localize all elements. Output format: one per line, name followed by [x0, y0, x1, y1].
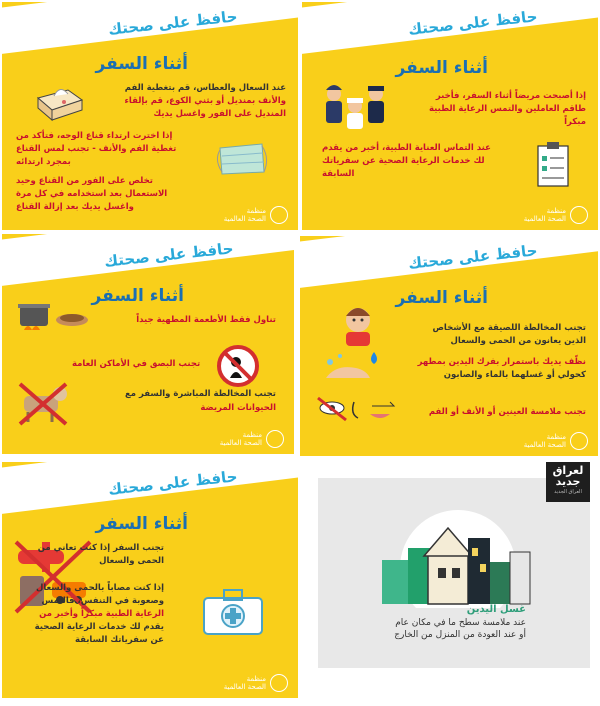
fever-line-3: الرعاية الطبية مبكراً وأخبر من	[39, 609, 164, 619]
panel-title: حافظ على صحتك	[107, 7, 239, 39]
who-logo: منظمة الصحة العالمية	[524, 206, 588, 224]
who-emblem-icon	[270, 206, 288, 224]
airline-crew-icon	[320, 82, 396, 134]
dispose-line-1: تخلص على الفور من القناع وحيد	[16, 176, 153, 186]
who-emblem-icon	[570, 432, 588, 450]
first-aid-kit-icon	[200, 586, 266, 640]
animals-line-2: الحيوانات المريضة	[200, 403, 276, 413]
panel-subtitle: أثناء السفر	[91, 286, 184, 306]
caption-title: غسل اليدين	[466, 604, 526, 615]
hand-washing-card	[318, 478, 590, 668]
who-logo: منظمة الصحة العالمية	[220, 430, 284, 448]
who-logo: منظمة الصحة العالمية	[224, 206, 288, 224]
cough-line-1: عند السعال والعطاس، قم بتغطية الفم	[124, 83, 286, 93]
fever-line-4: يقدم لك خدمات الرعاية الصحية	[34, 622, 164, 632]
panel-subtitle: أثناء السفر	[95, 54, 188, 74]
sick-line-2: طاقم العاملين والتمس الرعاية الطبية	[428, 104, 586, 114]
mask-line-2: تغطية الفم والأنف - تجنب لمس القناع	[16, 144, 177, 154]
clean-hands-line-1: نظّف يديك باستمرار بفرك اليدين بمطهر	[417, 357, 586, 367]
fever-line-2: وصعوبة في التنفس، فالتمس	[41, 596, 164, 606]
panel-title: حافظ على صحتك	[107, 467, 239, 499]
animals-line-1: تجنب المخالطة المباشرة والسفر مع	[124, 389, 276, 399]
tissue-box-icon	[32, 82, 84, 126]
dispose-line-2: الاستعمال بعد استخدامه في كل مرة	[16, 189, 168, 199]
hand-washing-icon	[320, 348, 384, 392]
who-logo: منظمة الصحة العالمية	[224, 674, 288, 692]
history-line-3: السابقة	[322, 169, 355, 179]
no-spitting-icon	[216, 344, 260, 392]
eye-nose-mouth-icon	[314, 396, 398, 434]
sick-line-3: مبكراً	[564, 117, 586, 127]
who-emblem-icon	[270, 674, 288, 692]
city-illustration	[368, 508, 538, 612]
touch-face-line: تجنب ملامسة العينين أو الأنف أو الفم	[428, 407, 586, 417]
avoid-travel-line-1: تجنب السفر إذا كنت تعاني من	[37, 543, 164, 553]
infographic-panel-cough-mask	[0, 0, 300, 232]
contact-line-1: تجنب المخالطة اللصيقة مع الأشخاص	[432, 323, 586, 333]
infographic-panel-food-spitting	[0, 232, 296, 456]
panel-subtitle: أثناء السفر	[395, 58, 488, 78]
infographic-panel-hygiene	[298, 234, 600, 458]
spit-line: تجنب البصق في الأماكن العامة	[72, 359, 201, 369]
infographic-panel-seek-care	[300, 0, 600, 232]
panel-title: حافظ على صحتك	[407, 7, 539, 39]
cough-line-2: والأنف بمنديل أو بثني الكوع، قم بإلقاء	[124, 96, 286, 106]
history-line-1: عند التماس العناية الطبية، أخبر من يقدم	[322, 143, 491, 153]
caption-line-2: أو عند العودة من المنزل من الخارج	[394, 630, 526, 640]
history-line-2: لك خدمات الرعاية الصحية عن سفرياتك	[322, 156, 485, 166]
publisher-logo: لعراق جديد العراق الجديد	[546, 462, 590, 502]
dispose-line-3: واغسل يديك بعد إزالة القناع	[16, 202, 134, 212]
who-logo: منظمة الصحة العالمية	[524, 432, 588, 450]
mask-line-1: إذا اخترت ارتداء قناع الوجه، فتأكد من	[16, 131, 173, 141]
panel-subtitle: أثناء السفر	[95, 514, 188, 534]
who-emblem-icon	[570, 206, 588, 224]
infographic-panel-avoid-travel	[0, 460, 300, 700]
mask-line-3: بمجرد ارتدائه	[16, 157, 71, 167]
panel-title: حافظ على صحتك	[103, 239, 235, 271]
fever-line-1: إذا كنت مصاباً بالحمى والسعال	[35, 583, 164, 593]
who-emblem-icon	[266, 430, 284, 448]
no-sick-animals-icon	[18, 380, 70, 430]
panel-title: حافظ على صحتك	[407, 241, 539, 273]
panel-subtitle: أثناء السفر	[395, 288, 488, 308]
avoid-travel-line-2: الحمى والسعال	[99, 556, 164, 566]
contact-line-2: الذين يعانون من الحمى والسعال	[450, 336, 586, 346]
sick-line-1: إذا أصبحت مريضاً أثناء السفر، فأخبر	[435, 91, 586, 101]
sick-child-icon	[338, 304, 378, 350]
clean-hands-line-2: كحولي أو غسلهما بالماء والصابون	[443, 370, 586, 380]
caption-line-1: عند ملامسة سطح ما في مكان عام	[395, 618, 526, 628]
food-line: تناول فقط الأطعمة المطهية جيداً	[136, 315, 276, 325]
cough-line-3: المنديل على الفور واغسل يديك	[153, 109, 286, 119]
face-mask-icon	[214, 138, 270, 186]
fever-line-5: عن سفرياتك السابقة	[74, 635, 164, 645]
medical-clipboard-icon	[534, 140, 574, 194]
cooking-pot-icon	[16, 300, 90, 338]
